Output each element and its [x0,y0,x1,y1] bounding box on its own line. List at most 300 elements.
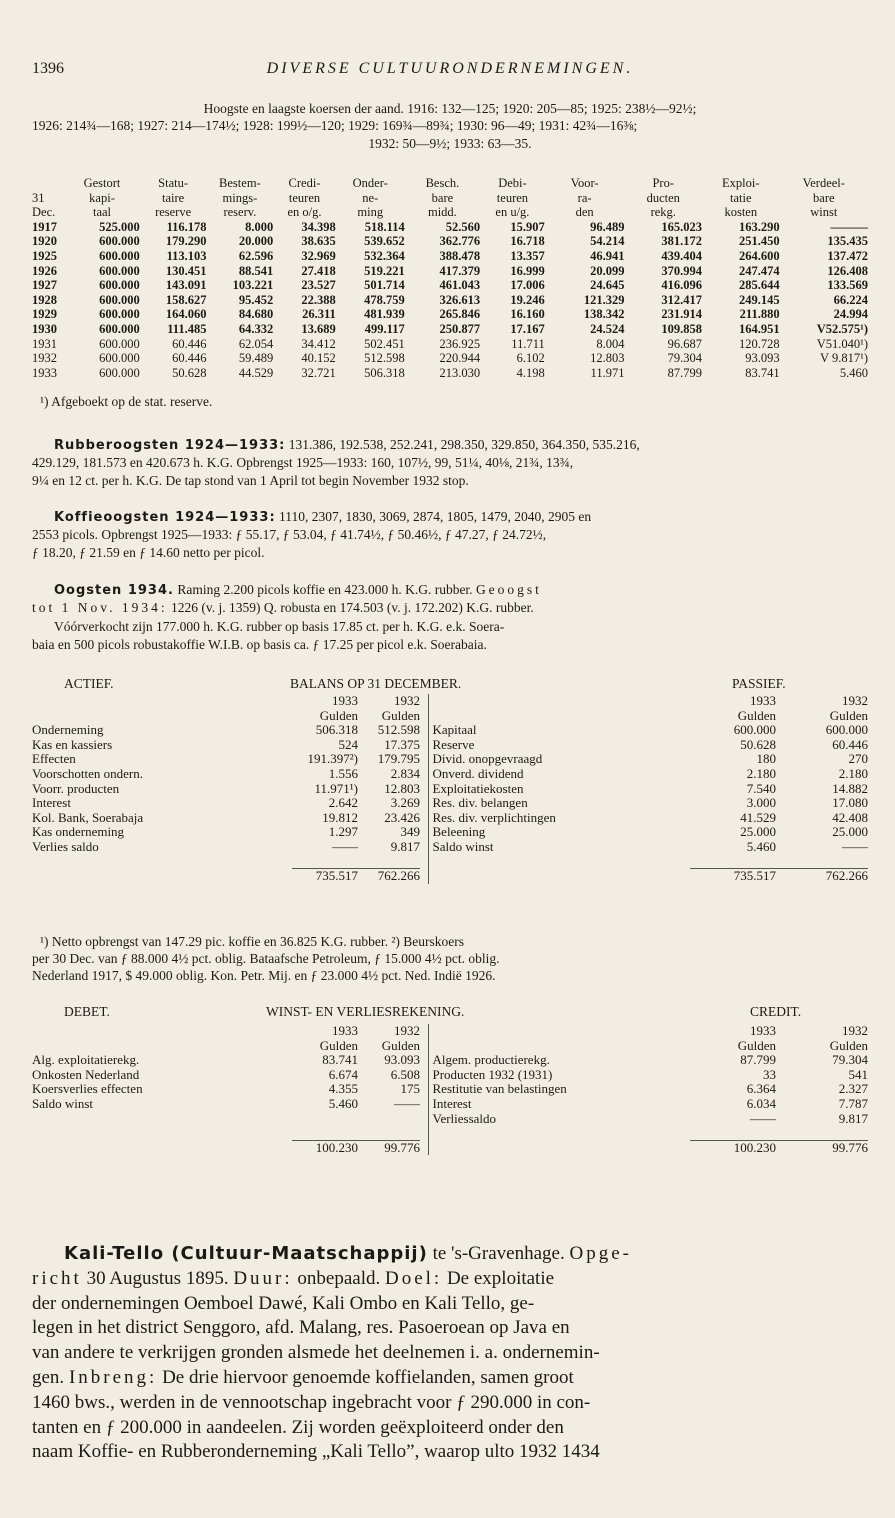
balans-right-label: Kapitaal [432,722,477,738]
kerncijfers-cell: 32.721 [301,365,336,380]
kerncijfers-cell: 501.714 [364,278,405,293]
balans-blank [32,694,292,709]
koersen-line-2: 1926: 214¾—168; 1927: 214—174½; 1928: 199½—120; 1929: 169¾—89¾; 1930: 96—49; 1931: 42¾—16⅜; [32,118,638,133]
kalitello-after-name: te 's-Gravenhage. [427,1243,570,1264]
balans-divider [420,782,428,797]
kerncijfers-header-cell: den [575,205,594,220]
kerncijfers-cell: 24.524 [590,321,625,336]
winst-right-value-1: 33 [763,1066,776,1082]
balans-right-value-1: 2.180 [746,765,776,781]
kerncijfers-cell: 87.799 [667,365,703,380]
balans-unit-left-2: Gulden [381,707,420,723]
balans-left-label: Voorr. producten [32,780,120,796]
winst-total-right-2: 99.776 [776,1140,868,1155]
kerncijfers-cell: 88.541 [238,263,274,278]
kerncijfers-header-cell [32,176,64,191]
kerncijfers-cell: 1933 [32,365,57,380]
winst-title: WINST- EN VERLIESREKENING. [266,1004,465,1019]
kerncijfers-cell: 16.160 [510,307,545,322]
balans-line [32,796,868,811]
page-header [32,60,868,84]
kerncijfers-cell: 416.096 [661,278,703,293]
kerncijfers-cell: 220.944 [439,351,481,366]
kerncijfers-header-row [32,191,868,206]
kerncijfers-cell: 362.776 [439,234,481,249]
oogsten1934-text-1a: Raming 2.200 picols koffie en 423.000 h. K.G. rubber. [177,582,473,597]
kerncijfers-cell: V 9.817¹) [820,351,868,366]
winst-right-label: Algem. productierekg. [432,1052,550,1068]
winst-right-value-1: 87.799 [740,1052,776,1068]
kerncijfers-cell: 137.472 [827,248,868,263]
kerncijfers-cell: 312.417 [661,292,703,307]
balans-right-value-2: 600.000 [825,722,868,738]
kerncijfers-row [32,307,868,322]
oogsten1934-text-2a: tot 1 Nov. 1934: [32,600,168,615]
kerncijfers-cell: 59.489 [238,351,274,366]
kerncijfers-cell: 40.152 [301,351,336,366]
kerncijfers-header-row [32,205,868,220]
kerncijfers-cell: 79.304 [667,351,703,366]
balans-right-value-2: —— [842,838,868,854]
kerncijfers-cell: 34.412 [301,336,336,351]
winst-left-value-1: 4.355 [328,1081,358,1097]
oogsten1934-text-1b: Geoogst [475,582,542,597]
winst-unit-right-2: Gulden [829,1037,868,1053]
kerncijfers-footnote: ¹) Afgeboekt op de stat. reserve. [40,394,213,409]
kerncijfers-cell: 165.023 [661,219,703,234]
kerncijfers-cell: 34.398 [301,219,336,234]
balans-left-value-2: 12.803 [384,780,420,796]
balans-divider [420,752,428,767]
kerncijfers-cell: 52.560 [445,219,481,234]
kalitello-duur-label: Duur: [233,1267,293,1289]
winst-blank [690,1126,776,1140]
winst-divider [420,1097,428,1112]
kerncijfers-cell: 23.527 [301,278,336,293]
kerncijfers-cell: 1929 [32,307,57,322]
kerncijfers-cell: 439.404 [661,248,703,263]
balans-right-value-1: 50.628 [740,736,776,752]
kerncijfers-header-cell: en o/g. [287,205,322,220]
kerncijfers-cell: 32.969 [301,248,336,263]
kerncijfers-cell: 5.460 [839,365,868,380]
kerncijfers-cell: 213.030 [439,365,481,380]
winst-debet-head: DEBET. [64,1004,110,1019]
kerncijfers-cell: 600.000 [99,321,140,336]
kerncijfers-cell: 15.907 [510,219,545,234]
winst-blank [776,1126,868,1140]
kalitello-line-8: tanten en ƒ 200.000 in aandeelen. Zij worden geëxploiteerd onder den [32,1416,564,1438]
balans-right-value-2: 14.882 [832,780,868,796]
winst-unit-left-1: Gulden [319,1037,358,1053]
kalitello-line-1 [32,1242,868,1267]
winst-right-label: Interest [432,1095,472,1111]
kerncijfers-row [32,278,868,293]
balans-divider [420,723,428,738]
kerncijfers-cell: 231.914 [661,307,703,322]
kerncijfers-cell: 600.000 [99,307,140,322]
kerncijfers-cell: 27.418 [301,263,336,278]
winst-left-value-2: 175 [400,1081,420,1097]
balans-table [32,694,868,884]
winst-blank [32,1140,292,1155]
balans-blank [428,869,690,884]
kerncijfers-header-cell: Gestort [83,176,121,190]
balans-left-value-2: 349 [400,824,420,840]
kerncijfers-cell: 285.644 [738,278,780,293]
balans-left-value-1: 524 [338,736,358,752]
kerncijfers-cell: 20.099 [590,263,625,278]
kerncijfers-cell: 66.224 [833,292,868,307]
balans-divider [420,709,428,724]
kerncijfers-header-cell: ducten [646,190,680,205]
kerncijfers-cell: 600.000 [99,278,140,293]
kerncijfers-header-cell: mings- [222,190,258,205]
winst-left-value-2: 93.093 [384,1052,420,1068]
kerncijfers-cell: 111.485 [167,321,207,336]
balans-line [32,738,868,753]
kalitello-line-2c: De exploitatie [442,1267,555,1289]
kerncijfers-header-cell: Exploi- [722,176,760,190]
balans-note-3: Nederland 1917, $ 49.000 oblig. Kon. Petr. Mij. en ƒ 23.000 4½ pct. Ned. Indië 1926. [32,968,496,983]
kerncijfers-cell: 109.858 [661,321,703,336]
kerncijfers-cell: 8.004 [596,336,625,351]
kerncijfers-header-cell: Voor- [570,176,599,190]
balans-title: BALANS OP 31 DECEMBER. [290,676,462,691]
kerncijfers-header-cell: midd. [427,205,457,220]
winst-blank [358,1112,420,1127]
rubberoogsten-line-3: 9¼ en 12 ct. per h. K.G. De tap stond van 1 April tot begin November 1932 stop. [32,473,469,488]
balans-blank [420,855,428,869]
balans-right-value-1: 41.529 [740,809,776,825]
winst-year-left-2: 1932 [394,1023,420,1038]
balans-divider [420,738,428,753]
kerncijfers-header-cell: reserve [155,205,192,220]
winst-blank [32,1126,292,1140]
kerncijfers-row [32,249,868,264]
balans-right-label: Res. div. verplichtingen [432,809,556,825]
winst-right-label: Verliessaldo [432,1110,497,1126]
kalitello-line-9: naam Koffie- en Rubberonderneming „Kali Tello”, waarop ulto 1932 1434 [32,1441,600,1463]
balans-note-1: ¹) Netto opbrengst van 147.29 pic. koffie en 36.825 K.G. rubber. ²) Beurskoers [40,934,465,949]
balans-blank [32,869,292,884]
kerncijfers-cell: 16.999 [510,263,545,278]
kerncijfers-cell: 12.803 [590,351,625,366]
balans-right-label: Res. div. belangen [432,795,528,811]
kerncijfers-cell: 264.600 [738,248,780,263]
kerncijfers-header-cell: Onder- [352,176,388,190]
kalitello-doel-label: Doel: [384,1267,443,1289]
balans-right-value-2: 2.180 [838,765,868,781]
balans-left-value-2: 2.834 [390,765,420,781]
balans-note-2: per 30 Dec. van ƒ 88.000 4½ pct. oblig. Bataafsche Petroleum, ƒ 15.000 4½ pct. oblig. [32,951,500,966]
kerncijfers-cell: 236.925 [439,336,481,351]
kerncijfers-header-cell: Pro- [652,176,674,190]
balans-right-value-2: 42.408 [832,809,868,825]
kerncijfers-cell: 6.102 [516,351,545,366]
balans-right-value-2: 17.080 [832,795,868,811]
kerncijfers-table [32,176,868,380]
koffieoogsten-line-3: ƒ 18.20, ƒ 21.59 en ƒ 14.60 netto per picol. [32,545,265,560]
kerncijfers-cell: 265.846 [439,307,481,322]
kerncijfers-header-cell: rekg. [650,205,676,220]
kerncijfers-cell: 164.060 [165,307,207,322]
kerncijfers-cell: 135.435 [827,234,868,249]
kerncijfers-cell: 179.290 [165,234,207,249]
winst-divider [420,1039,428,1054]
winst-divider [420,1082,428,1097]
balans-blank [428,855,690,869]
balans-total-right-2: 762.266 [776,869,868,884]
kerncijfers-cell: 1917 [32,219,57,234]
balans-unit-right-2: Gulden [829,707,868,723]
kerncijfers-header-cell: Dec. [32,205,56,220]
kerncijfers-cell: 539.652 [364,234,405,249]
kerncijfers-cell: 120.728 [738,336,780,351]
winst-blank [358,1126,420,1140]
kerncijfers-cell: 512.598 [364,351,405,366]
balans-blank [358,855,420,869]
balans-left-value-2: 9.817 [390,838,420,854]
balans-right-value-2: 25.000 [832,824,868,840]
winst-spacer-row [32,1126,868,1140]
winst-right-label: Restitutie van belastingen [432,1081,567,1097]
kerncijfers-cell: 532.364 [364,248,405,263]
kalitello-opgericht-label: Opge- [569,1243,632,1264]
kerncijfers-row [32,293,868,308]
kalitello-line-2b: onbepaald. [292,1267,385,1289]
kerncijfers-header-cell: en u/g. [495,205,530,220]
balans-blank [292,855,358,869]
kerncijfers-cell: 1930 [32,321,57,336]
winst-left-value-1: 5.460 [328,1095,358,1111]
kerncijfers-cell: 250.877 [439,321,481,336]
balans-left-label: Onderneming [32,722,104,738]
kerncijfers-header-cell: teuren [496,190,529,205]
winst-blank [428,1024,690,1039]
balans-total-row [32,869,868,884]
balans-left-value-1: 1.556 [328,765,358,781]
balans-right-value-1: 180 [756,751,776,767]
kerncijfers-header-cell: kosten [724,205,758,220]
balans-line [32,811,868,826]
balans-left-value-1: —— [332,838,358,854]
balans-divider [420,796,428,811]
balans-left-label: Kol. Bank, Soerabaja [32,809,144,825]
winst-blank [32,1024,292,1039]
winst-blank [428,1140,690,1155]
kerncijfers-cell: 46.941 [590,248,625,263]
kerncijfers-cell: 60.446 [172,351,207,366]
balans-line [32,723,868,738]
winst-credit-head: CREDIT. [750,1004,802,1019]
winst-right-value-1: 6.364 [746,1081,776,1097]
kerncijfers-cell: 54.214 [590,234,625,249]
balans-divider [420,840,428,855]
winst-blank [32,1039,292,1054]
kerncijfers-cell: 163.290 [738,219,780,234]
winst-total-right-1: 100.230 [690,1140,776,1155]
kerncijfers-header-cell: tatie [730,190,752,205]
kalitello-line-3: der ondernemingen Oemboel Dawé, Kali Ombo en Kali Tello, ge- [32,1292,535,1314]
balans-unit-row [32,709,868,724]
kerncijfers-cell: 24.645 [590,278,625,293]
kerncijfers-cell: 143.091 [165,278,207,293]
kerncijfers-cell: 1920 [32,234,57,249]
balans-divider [420,767,428,782]
document-page [32,0,868,1518]
balans-blank [690,855,776,869]
kerncijfers-row [32,264,868,279]
winst-left-label: Alg. exploitatierekg. [32,1052,140,1068]
page-number: 1396 [32,60,64,77]
kerncijfers-cell: 138.342 [583,307,625,322]
winst-divider [420,1140,428,1155]
balans-line [32,767,868,782]
oogsten1934-line-3: Vóórverkocht zijn 177.000 h. K.G. rubber op basis 17.85 ct. per h. K.G. e.k. Soera- [54,619,505,634]
winst-blank [428,1126,690,1140]
kerncijfers-cell: 93.093 [745,351,780,366]
kerncijfers-row [32,234,868,249]
winst-right-label: Producten 1932 (1931) [432,1066,553,1082]
balans-line [32,782,868,797]
kerncijfers-cell: 96.489 [590,219,625,234]
winst-right-value-1: 6.034 [746,1095,776,1111]
winst-blank [32,1112,292,1127]
balans-left-label: Effecten [32,751,76,767]
winst-unit-right-1: Gulden [737,1037,776,1053]
kerncijfers-header-cell: kapi- [89,190,115,205]
kerncijfers-cell: 381.172 [661,234,703,249]
winst-unit-row [32,1039,868,1054]
winst-divider [420,1024,428,1039]
balans-left-value-2: 17.375 [384,736,420,752]
balans-left-value-2: 179.795 [377,751,420,767]
balans-year-right-1: 1933 [750,693,776,708]
kerncijfers-cell: 62.054 [238,336,274,351]
balans-right-value-1: 600.000 [733,722,776,738]
kalitello-line-6b: De drie hiervoor genoemde koffielanden, samen groot [157,1366,574,1388]
balans-left-value-2: 512.598 [377,722,420,738]
balans-total-left-2: 762.266 [358,869,420,884]
winst-divider [420,1068,428,1083]
kerncijfers-header-cell: taal [92,205,112,220]
kerncijfers-cell: ——— [830,219,868,234]
balans-right-value-1: 5.460 [746,838,776,854]
kerncijfers-row [32,366,868,381]
koersen-line-3: 1932: 50—9½; 1933: 63—35. [368,136,532,151]
balans-left-value-2: 23.426 [384,809,420,825]
balans-right-label: Exploitatiekosten [432,780,524,796]
kalitello-line-6a: gen. [32,1366,69,1388]
balans-left-value-1: 191.397²) [307,751,358,767]
kerncijfers-cell: 211.880 [739,307,780,322]
oogsten1934-line-2 [32,600,534,616]
winst-year-row [32,1024,868,1039]
kerncijfers-cell: 16.718 [510,234,545,249]
kerncijfers-cell: 26.311 [302,307,336,322]
kerncijfers-cell: 95.452 [238,292,274,307]
balans-left-label: Kas onderneming [32,824,125,840]
kerncijfers-cell: 64.332 [238,321,274,336]
kerncijfers-cell: 38.635 [301,234,336,249]
winst-total-left-1: 100.230 [292,1140,358,1155]
winst-year-right-1: 1933 [750,1023,776,1038]
balans-left-label: Kas en kassiers [32,736,113,752]
kerncijfers-cell: 600.000 [99,336,140,351]
kalitello-name: Kali-Tello (Cultuur-Maatschappij) [64,1243,428,1264]
kerncijfers-cell: 4.198 [516,365,545,380]
balans-left-label: Verlies saldo [32,838,99,854]
kerncijfers-cell: 17.006 [510,278,545,293]
kerncijfers-cell: 600.000 [99,263,140,278]
kerncijfers-cell: V52.575¹) [816,321,868,336]
kerncijfers-cell: 519.221 [364,263,405,278]
kerncijfers-cell: 600.000 [99,234,140,249]
balans-blank [32,709,292,724]
kerncijfers-cell: 1927 [32,278,57,293]
kerncijfers-cell: 11.971 [590,365,625,380]
winst-unit-left-2: Gulden [381,1037,420,1053]
kerncijfers-cell: 83.741 [745,365,780,380]
kerncijfers-header-cell: ming [357,205,384,220]
balans-left-label: Interest [32,795,71,811]
balans-right-value-2: 270 [848,751,868,767]
balans-left-value-1: 11.971¹) [314,780,358,796]
kerncijfers-cell: 478.759 [364,292,405,307]
winst-line [32,1112,868,1127]
balans-left-value-1: 506.318 [315,722,358,738]
balans-total-left-1: 735.517 [292,869,358,884]
winst-blank [292,1126,358,1140]
kerncijfers-cell: 133.569 [827,278,868,293]
winst-line [32,1053,868,1068]
kerncijfers-cell: 1932 [32,351,57,366]
kerncijfers-cell: 525.000 [99,219,140,234]
balans-blank [428,694,690,709]
kerncijfers-header-row [32,176,868,191]
kerncijfers-header-cell: 31 [32,190,45,205]
kerncijfers-cell: 8.000 [245,219,274,234]
kerncijfers-cell: 44.529 [238,365,274,380]
balans-line [32,825,868,840]
kerncijfers-cell: 249.145 [738,292,780,307]
kerncijfers-header-cell: reserv. [223,205,257,220]
oogsten1934-heading: Oogsten 1934. [54,583,174,598]
kerncijfers-cell: 20.000 [238,234,274,249]
kalitello-line-2a: 30 Augustus 1895. [81,1267,234,1289]
balans-year-left-1: 1933 [332,693,358,708]
kalitello-line-6 [32,1366,868,1391]
kerncijfers-header-cell: Debi- [498,176,527,190]
winst-divider [420,1053,428,1068]
kerncijfers-header-cell: teuren [288,190,321,205]
kerncijfers-cell: 17.167 [510,321,545,336]
balans-total-right-1: 735.517 [690,869,776,884]
kerncijfers-cell: 121.329 [583,292,625,307]
winst-left-label: Saldo winst [32,1095,94,1111]
kerncijfers-cell: 502.451 [364,336,405,351]
kerncijfers-cell: 1928 [32,292,57,307]
balans-left-label: Voorschotten ondern. [32,765,143,781]
winst-right-value-2: 541 [848,1066,868,1082]
winst-left-value-2: 6.508 [390,1066,420,1082]
winst-left-value-1: 83.741 [322,1052,358,1068]
kerncijfers-cell: 24.994 [833,307,868,322]
rubberoogsten-text-1: 131.386, 192.538, 252.241, 298.350, 329.850, 364.350, 535.216, [288,437,640,452]
running-title: DIVERSE CULTUURONDERNEMINGEN. [266,60,634,77]
balans-right-value-2: 60.446 [832,736,868,752]
